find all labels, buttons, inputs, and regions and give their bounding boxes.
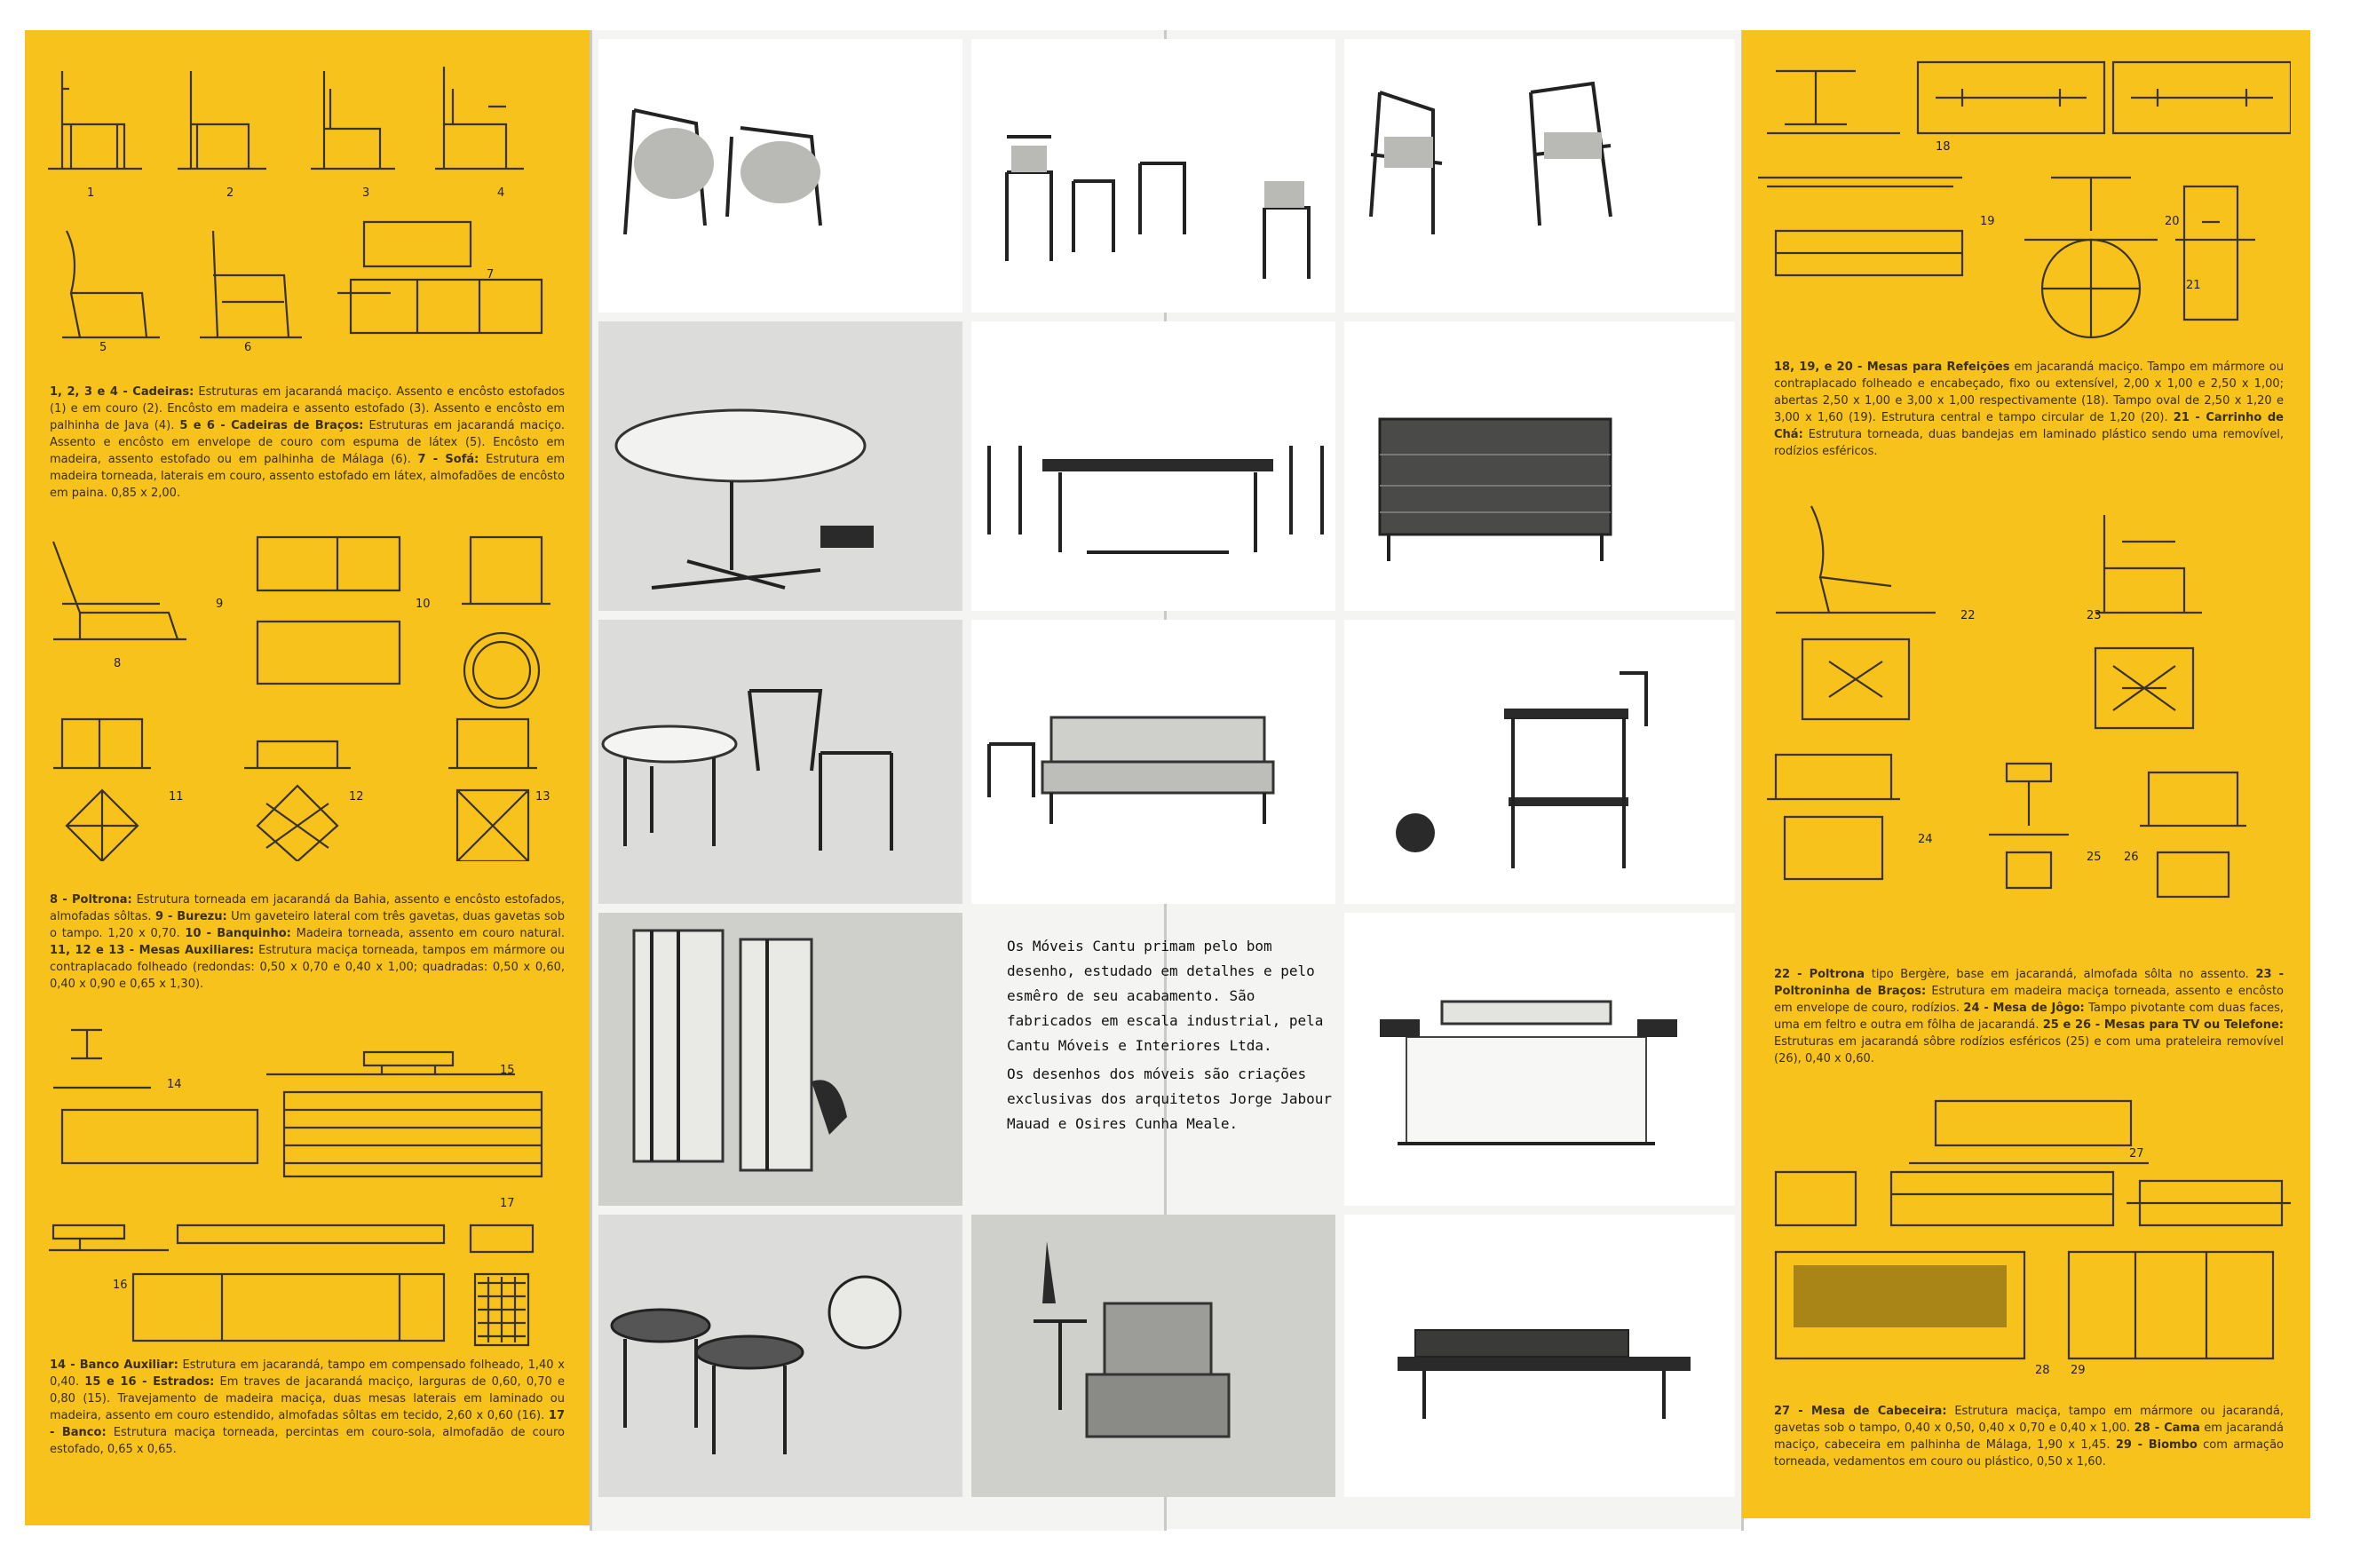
caption-dining-tables: 18, 19, e 20 - Mesas para Refeições em jacarandá maciço. Tampo em mármore ou contraplacado folheado e encabeçado, fixo ou extensível, 2,00 x 1,00 e 2,50 x 1,00; abertas 2,50 x 1,00 e 3,00 x 1,00 respectivamente (18). Tampo oval de 2,50 x 1,20 e 3,00 x 1,60 (19). Estrutura central e tampo circular de 1,20 (20). 21 - Carrinho de Chá: Estrutura torneada, duas bandejas em laminado plástico sendo uma removível, rodízios esféricos. [1774, 360, 2284, 458]
drawings-dining-tables-18-21 [1758, 53, 2291, 355]
caption-armchairs-tables: 22 - Poltrona tipo Bergère, base em jacarandá, almofada sôlta no assento. 23 - Poltroninha de Braços: Estrutura em madeira maciça torneada, assento e encôsto em envelope de couro, rodízios. 24 - Mesa de Jôgo: Tampo pivotante com duas faces, uma em feltro e outra em fôlha de jacarandá. 25 e 26 - Mesas para TV ou Telefone: Estruturas em jacarandá sôbre rodízios esféricos (25) e com uma prateleira removível (26), 0,40 x 0,60. [1774, 968, 2284, 1065]
drawings-bed-screen-27-29 [1758, 1083, 2291, 1385]
drawings-bench-platforms-14-17 [44, 1021, 577, 1358]
drawing-label-17: 17 [500, 1197, 515, 1210]
drawing-label-26: 26 [2124, 851, 2139, 864]
drawing-label-13: 13 [535, 790, 550, 804]
drawing-label-2: 2 [226, 186, 234, 200]
intro-paragraph-1: Os Móveis Cantu primam pelo bom desenho, estudado em detalhes e pelo esmêro de seu acabamento. São fabricados em escala industrial, pela Cantu Móveis e Interiores Ltda. [1007, 938, 1324, 1054]
drawing-label-24: 24 [1918, 833, 1933, 846]
drawing-label-8: 8 [114, 657, 122, 670]
drawing-label-4: 4 [497, 186, 505, 200]
photo-tea-cart [1344, 620, 1735, 904]
drawing-label-19: 19 [1980, 215, 1995, 228]
drawing-label-5: 5 [99, 341, 107, 354]
photo-nesting-tables [598, 1215, 962, 1497]
caption-bench-platforms: 14 - Banco Auxiliar: Estrutura em jacarandá, tampo em compensado folheado, 1,40 x 0,40. 15 e 16 - Estrados: Em traves de jacarandá maciço, larguras de 0,60, 0,70 e 0,80 (15). Travejamento de madeira maciça, duas mesas laterais em laminado ou madeira, assento em couro estendido, almofadas sôltas em tecido, 2,60 x 0,60 (16). 17 - Banco: Estrutura maciça torneada, percintas em couro-sola, almofadão de couro estofado, 0,65 x 0,65. [50, 1358, 566, 1456]
photo-dining-chairs [971, 39, 1335, 313]
drawing-label-22: 22 [1960, 609, 1976, 622]
drawing-label-12: 12 [349, 790, 364, 804]
photo-bed [1344, 913, 1735, 1206]
intro-text [1007, 934, 1344, 1140]
drawing-label-15: 15 [500, 1064, 515, 1077]
photo-chest-of-drawers [1344, 321, 1735, 611]
photo-armchairs [598, 39, 962, 313]
drawing-label-16: 16 [113, 1279, 128, 1292]
intro-paragraph-2: Os desenhos dos móveis são criações exclusivas dos arquitetos Jorge Jabour Mauad e Osires Cunha Meale. [1007, 1065, 1333, 1132]
drawing-label-27: 27 [2129, 1147, 2144, 1160]
photo-lounge-chair [971, 1215, 1335, 1497]
drawing-label-11: 11 [169, 790, 184, 804]
photo-armchairs-wood [1344, 39, 1735, 313]
photo-dining-table-set [971, 321, 1335, 611]
caption-bed-screen: 27 - Mesa de Cabeceira: Estrutura maciça, tampo em mármore ou jacarandá, gavetas sob o tampo, 0,40 x 0,50, 0,40 x 0,70 e 0,40 x 1,00. 28 - Cama em jacarandá maciço, cabeceira em palhinha de Málaga, 1,90 x 1,45. 29 - Biombo com armação torneada, vedamentos em couro ou plástico, 0,50 x 1,60. [1774, 1405, 2284, 1469]
photo-round-dining-table [598, 321, 962, 611]
drawing-label-10: 10 [416, 598, 431, 611]
drawings-armchair-bureau-stool-8-13 [44, 524, 577, 861]
drawing-label-23: 23 [2087, 609, 2102, 622]
drawing-label-7: 7 [487, 268, 495, 281]
photo-sofa [971, 620, 1335, 904]
caption-chairs-sofa: 1, 2, 3 e 4 - Cadeiras: Estruturas em jacarandá maciço. Assento e encôsto estofados (1) e em couro (2). Encôsto em madeira e assento estofado (3). Assento e encôsto em palhinha de Java (4). 5 e 6 - Cadeiras de Braços: Estruturas em jacarandá maciço. Assento e encôsto em envelope de couro com espuma de látex (5). Encôsto em madeira, assento estofado ou em palhinha de Málaga (6). 7 - Sofá: Estrutura em madeira torneada, laterais em couro, assento estofado em látex, almofadões de encôsto em paina. 0,85 x 2,00. [50, 385, 565, 500]
drawing-label-20: 20 [2165, 215, 2180, 228]
drawing-label-9: 9 [216, 598, 224, 611]
drawing-label-1: 1 [87, 186, 95, 200]
drawings-armchairs-tables-22-26 [1758, 488, 2291, 915]
drawing-label-3: 3 [362, 186, 370, 200]
drawing-label-6: 6 [244, 341, 252, 354]
photo-side-tables [598, 620, 962, 904]
photo-bench [1344, 1215, 1735, 1497]
drawings-armchairs-sofa-5-7 [44, 204, 577, 364]
photo-folding-screen [598, 913, 962, 1206]
drawing-label-28: 28 [2035, 1364, 2050, 1377]
drawing-label-18: 18 [1936, 140, 1951, 154]
drawing-label-25: 25 [2087, 851, 2102, 864]
drawing-label-14: 14 [167, 1078, 182, 1091]
drawing-label-21: 21 [2186, 279, 2201, 292]
drawing-label-29: 29 [2071, 1364, 2086, 1377]
fold-line-left [590, 30, 592, 1531]
caption-armchair-tables: 8 - Poltrona: Estrutura torneada em jacarandá da Bahia, assento e encôsto estofados, almofadas sôltas. 9 - Burezu: Um gaveteiro lateral com três gavetas, duas gavetas sob o tampo. 1,20 x 0,70. 10 - Banquinho: Madeira torneada, assento em couro natural. 11, 12 e 13 - Mesas Auxiliares: Estrutura maciça torneada, tampos em mármore ou contraplacado folheado (redondas: 0,50 x 0,70 e 0,40 x 1,00; quadradas: 0,50 x 0,60, 0,40 x 0,90 e 0,65 x 1,30). [50, 893, 566, 991]
